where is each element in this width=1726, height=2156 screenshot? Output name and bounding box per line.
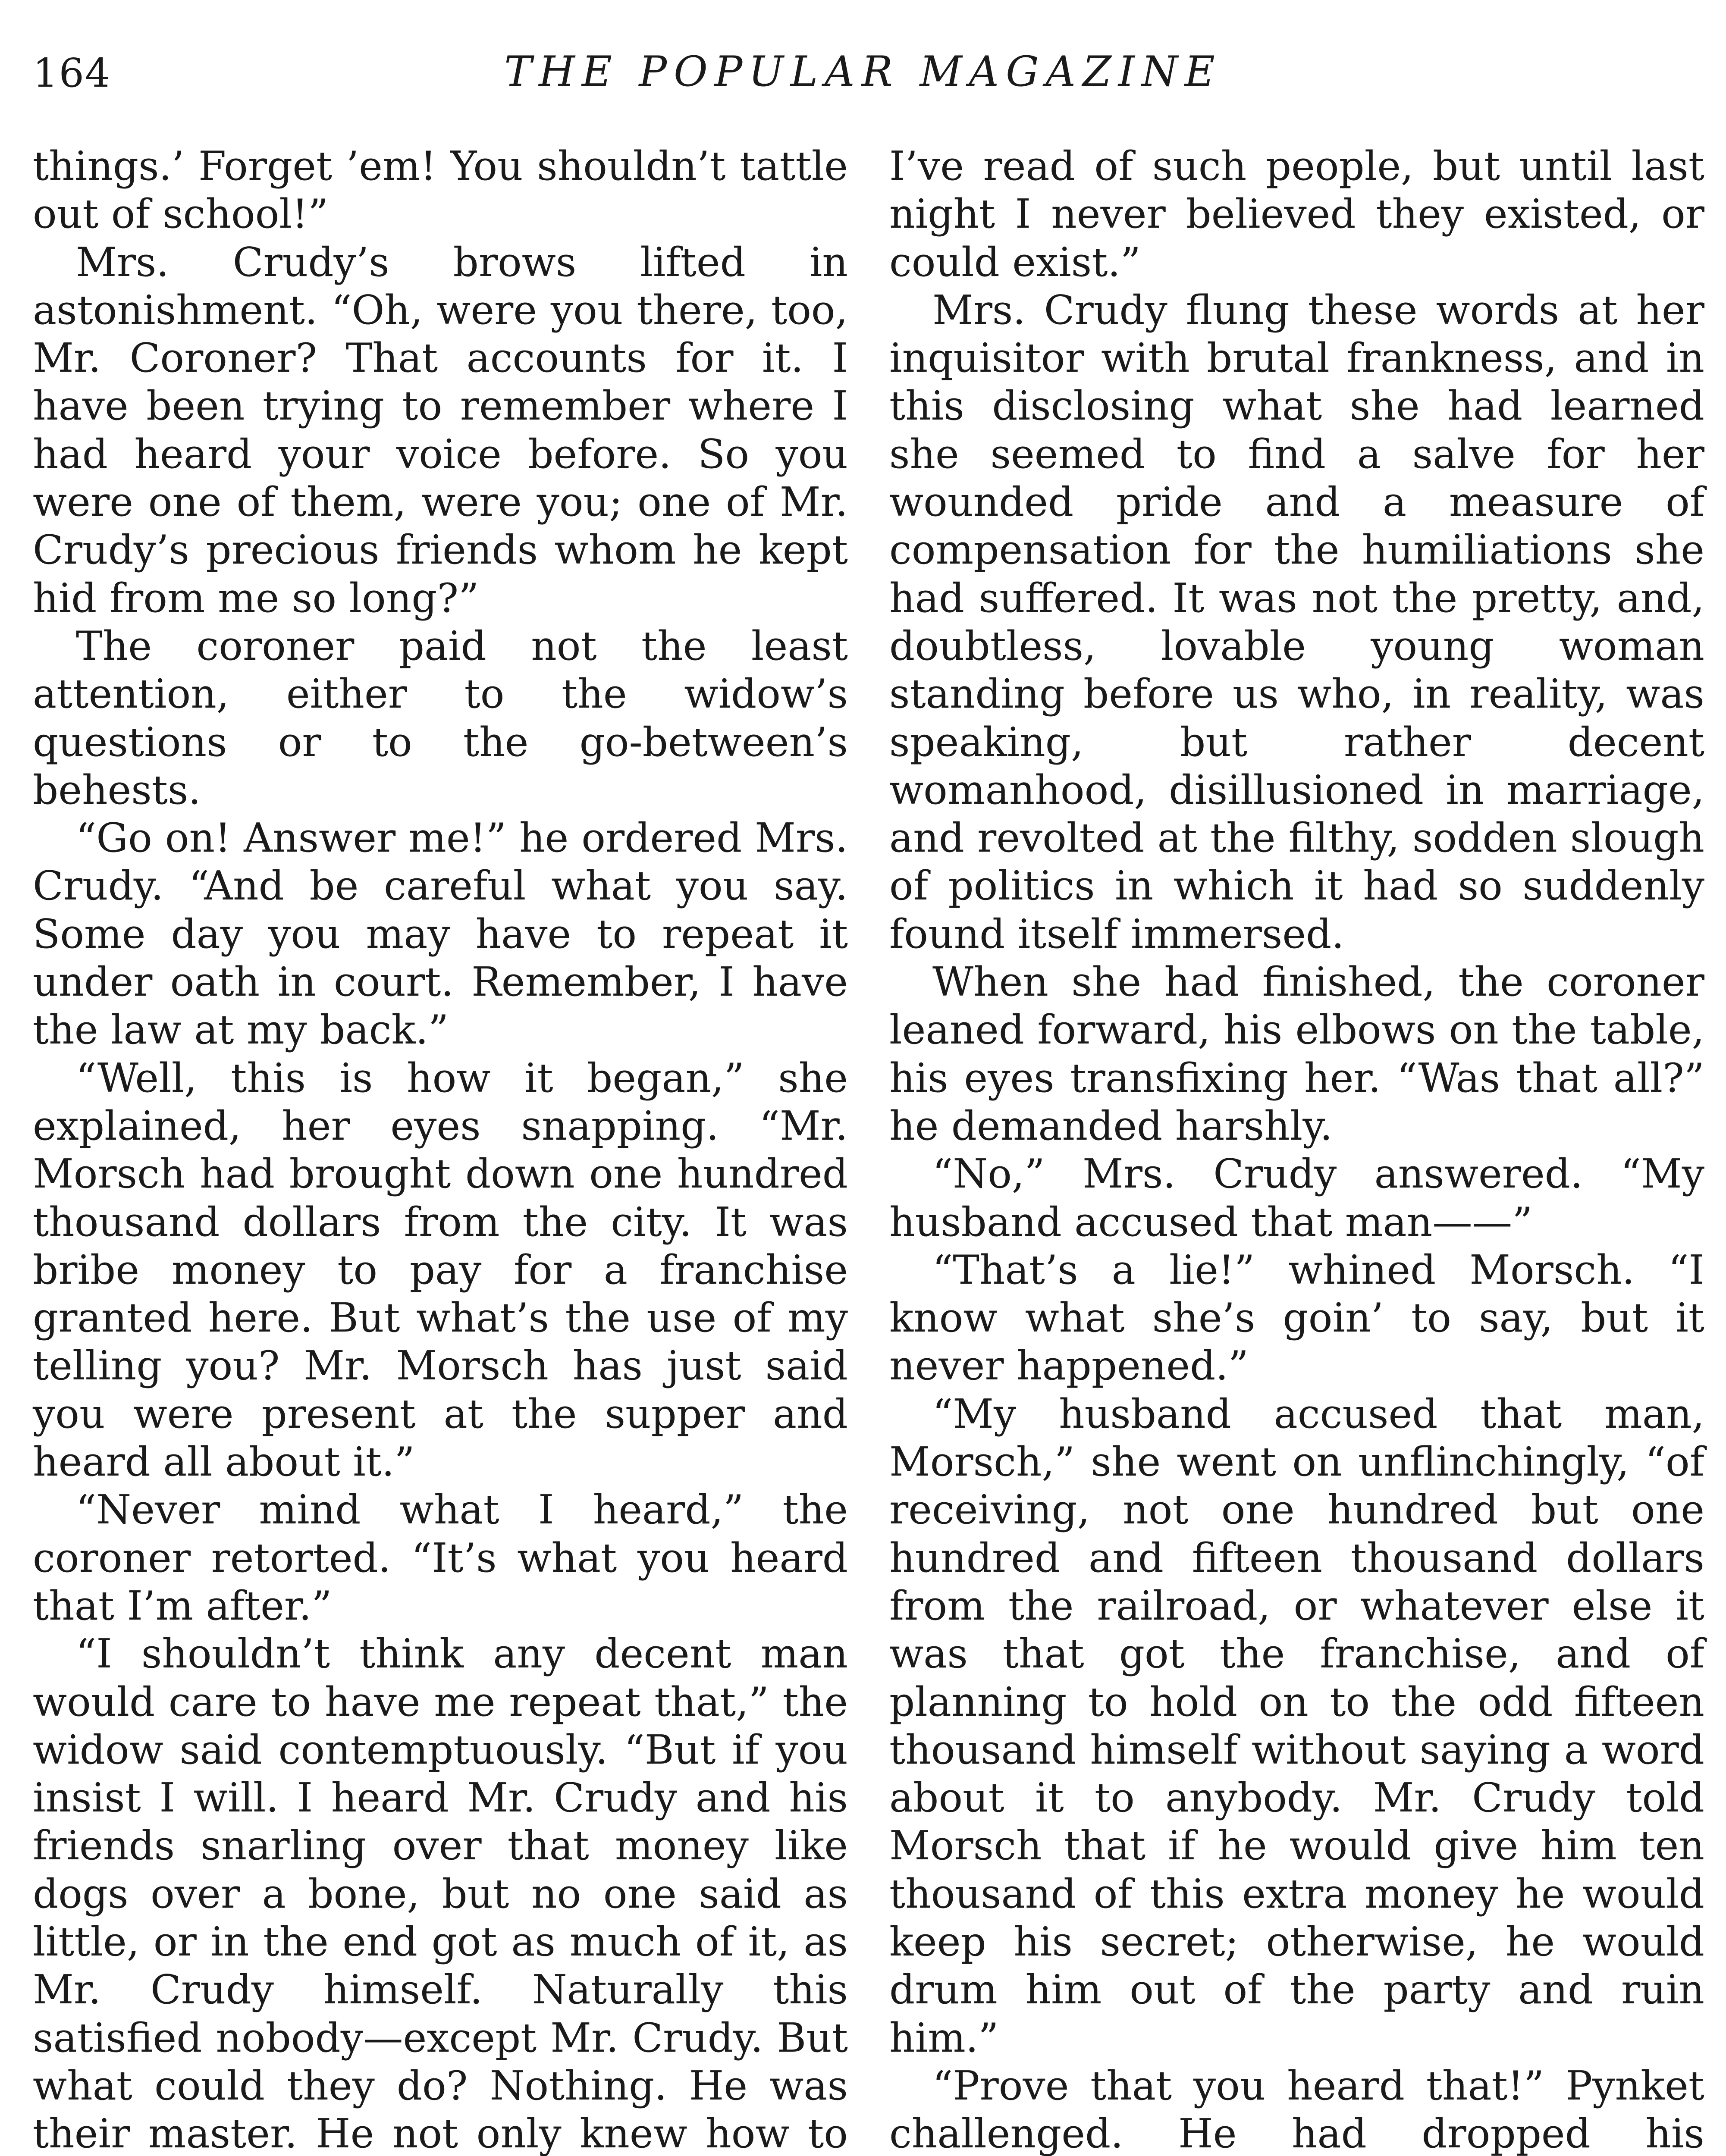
paragraph: “Go on! Answer me!” he ordered Mrs. Crudy. “And be careful what you say. Some day you may have to repeat it under oath in court. Remember, I have the law at my back.”	[33, 815, 848, 1053]
paragraph: The coroner paid not the least attention, either to the widow’s questions or to the go-between’s behests.	[33, 622, 848, 813]
paragraph: things.’ Forget ’em! You shouldn’t tattle out of school!”	[33, 143, 848, 238]
paragraph: “Prove that you heard that!” Pynket challenged. He had dropped his	[889, 2062, 1704, 2156]
paragraph: Mrs. Crudy’s brows lifted in astonishment. “Oh, were you there, too, Mr. Coroner? That accounts for it. I have been trying to remember where I had heard your voice before. So you were one of them, were you; one of Mr. Crudy’s precious friends whom he kept hid from me so long?”	[33, 238, 848, 621]
running-head: THE POPULAR MAGAZINE	[504, 47, 1222, 96]
page-number: 164	[33, 50, 111, 96]
paragraph: “That’s a lie!” whined Morsch. “I know what she’s goin’ to say, but it never happened.”	[889, 1246, 1704, 1389]
paragraph: “Never mind what I heard,” the coroner retorted. “It’s what you heard that I’m after.”	[33, 1486, 848, 1629]
paragraph: “My husband accused that man, Morsch,” she went on unflinchingly, “of receiving, not one hundred but one hundred and fifteen thousand dollars from the railroad, or whatever else it was that got the franchise, and of planning to hold on to the odd fifteen thousand himself without saying a word about it to anybody. Mr. Crudy told Morsch that if he would give him ten thousand of this extra money he would keep his secret; otherwise, he would drum him out of the party and ruin him.”	[889, 1390, 1704, 2061]
paragraph: Mrs. Crudy flung these words at her inquisitor with brutal frankness, and in this disclosing what she had learned she seemed to find a salve for her wounded pride and a measure of compensation for the humiliations she had suffered. It was not the pretty, and, doubtless, lovable young woman standing before us who, in reality, was speaking, but rather decent womanhood, disillusioned in marriage, and revolted at the filthy, sodden slough of politics in which it had so suddenly found itself immersed.	[889, 286, 1704, 957]
paragraph: “No,” Mrs. Crudy answered. “My husband accused that man——”	[889, 1150, 1704, 1245]
paragraph: “Well, this is how it began,” she explained, her eyes snapping. “Mr. Morsch had brought down one hundred thousand dollars from the city. It was bribe money to pay for a franchise granted here. But what’s the use of my telling you? Mr. Morsch has just said you were present at the supper and heard all about it.”	[33, 1054, 848, 1485]
paragraph: When she had finished, the coroner leaned forward, his elbows on the table, his eyes transfixing her. “Was that all?” he demanded harshly.	[889, 959, 1704, 1149]
right-column	[889, 142, 1704, 2156]
paragraph: I’ve read of such people, but until last night I never believed they existed, or could exist.”	[889, 143, 1704, 285]
left-column	[33, 142, 848, 2156]
paragraph: “I shouldn’t think any decent man would care to have me repeat that,” the widow said contemptuously. “But if you insist I will. I heard Mr. Crudy and his friends snarling over that money like dogs over a bone, but no one said as little, or in the end got as much of it, as Mr. Crudy himself. Naturally this satisfied nobody—except Mr. Crudy. But what could they do? Nothing. He was their master. He not only knew how to	[33, 1630, 848, 2156]
